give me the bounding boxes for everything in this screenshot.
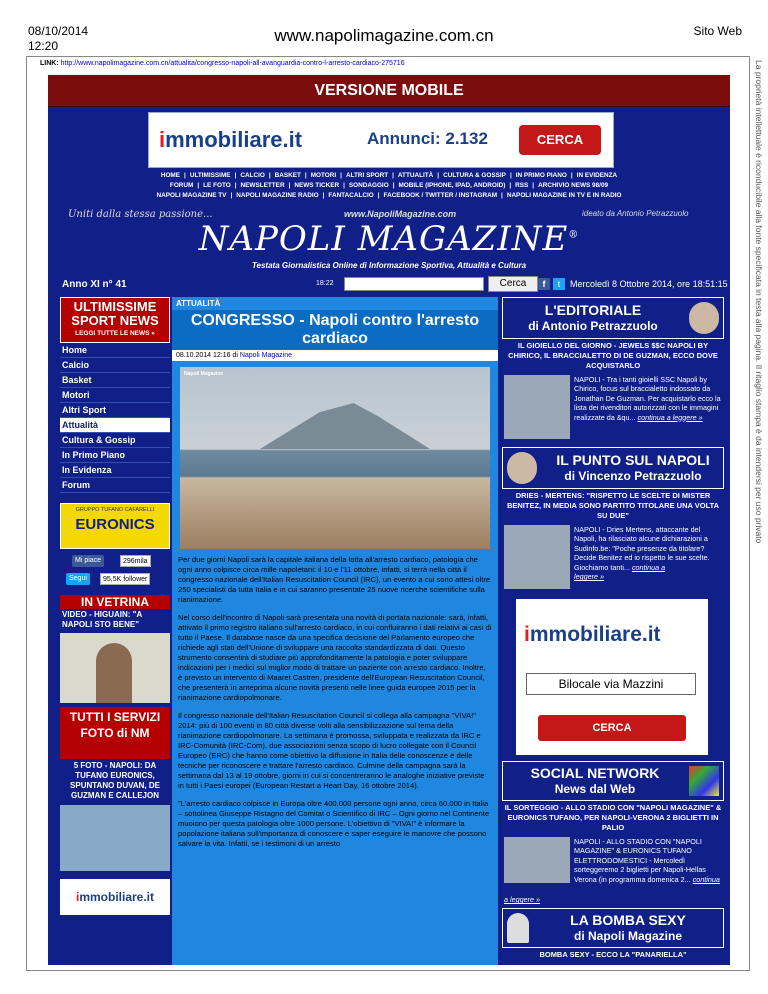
menu-item[interactable]: Basket (60, 373, 170, 388)
info-bar (48, 275, 730, 295)
masthead-title[interactable]: NAPOLI MAGAZINE® (198, 219, 580, 259)
nav-separator: | (532, 182, 535, 189)
nav-item[interactable]: FACEBOOK / TWITTER / INSTAGRAM (383, 192, 498, 199)
social-title: SOCIAL NETWORK (530, 765, 660, 781)
section-menu (60, 343, 170, 493)
nav-item[interactable]: NAPOLI MAGAZINE TV (156, 192, 227, 199)
social-item[interactable] (502, 837, 724, 895)
punto-read-more[interactable]: continua a (631, 562, 666, 572)
menu-item[interactable]: In Evidenza (60, 463, 170, 478)
nav-item[interactable]: ALTRI SPORT (345, 172, 389, 179)
ad-cerca-button[interactable]: CERCA (519, 125, 601, 155)
menu-item[interactable]: Altri Sport (60, 403, 170, 418)
right-sidebar (502, 297, 724, 965)
euronics-banner[interactable] (60, 503, 170, 549)
punto-title: IL PUNTO SUL NAPOLI (556, 452, 710, 468)
nav-separator: | (304, 172, 307, 179)
nav-item[interactable]: CALCIO (240, 172, 265, 179)
nav-item[interactable]: IN PRIMO PIANO (515, 172, 567, 179)
issue-number: Anno XI n° 41 (62, 279, 127, 290)
social-read-more-2[interactable]: a leggere » (504, 895, 540, 904)
left-immobiliare-ad[interactable]: immobiliare.it (60, 879, 170, 915)
bomba-byline: di Napoli Magazine (573, 929, 682, 944)
editoriale-read-more[interactable]: continua a leggere » (637, 412, 703, 422)
nav-separator: | (343, 182, 345, 189)
fb-like-count: 296mila (120, 555, 151, 567)
nav-separator: | (234, 172, 237, 179)
author-avatar (507, 452, 537, 484)
print-header (0, 0, 768, 58)
menu-item[interactable]: In Primo Piano (60, 448, 170, 463)
slogan: Uniti dalla stessa passione... (68, 209, 213, 220)
article-author-link[interactable]: Napoli Magazine (239, 352, 292, 359)
print-date: 08/10/2014 (28, 24, 89, 38)
ultimissime-link[interactable]: LEGGI TUTTE LE NEWS » (75, 330, 155, 337)
nav-item[interactable]: NAPOLI MAGAZINE RADIO (236, 192, 319, 199)
bomba-header[interactable] (502, 908, 724, 948)
nav-item[interactable]: BASKET (274, 172, 301, 179)
link-label: LINK: (40, 60, 59, 67)
nav-row-2 (48, 182, 730, 189)
nav-item[interactable]: NAPOLI MAGAZINE IN TV E IN RADIO (506, 192, 622, 199)
mobile-version-bar[interactable]: VERSIONE MOBILE (48, 75, 730, 107)
nav-item[interactable]: ULTIMISSIME (189, 172, 231, 179)
ad-listing-box: Bilocale via Mazzini (526, 673, 696, 695)
punto-text: NAPOLI - Dries Mertens, attaccante del Napoli, ha rilasciato alcune dichiarazioni a Sudinfo.be: "Poche presenze da titolare? Decide Benitez ed io rispetto le sue scelte. Giochiamo tanti... continua a leggere » (574, 525, 710, 582)
menu-item[interactable]: Home (60, 343, 170, 358)
editoriale-byline: di Antonio Petrazzuolo (528, 319, 658, 333)
menu-item[interactable]: Forum (60, 478, 170, 493)
website-screenshot (48, 75, 730, 965)
vetrina-text[interactable]: VIDEO - HIGUAIN: "A NAPOLI STO BENE" (62, 610, 142, 629)
editoriale-item[interactable] (502, 375, 724, 441)
punto-image (504, 525, 570, 589)
masthead-subtitle: Testata Giornalistica Online di Informazione Sportiva, Attualità e Cultura (251, 261, 527, 270)
social-text: NAPOLI - ALLO STADIO CON "NAPOLI MAGAZINE" & EURONICS TUFANO ELETTRODOMESTICI - Mercoledì sorteggeremo 2 biglietti per Napoli-Hellas Verona (in programma domenica 2... continua (574, 837, 720, 884)
nav-separator: | (288, 182, 291, 189)
masthead-site: www.NapoliMagazine.com (344, 209, 457, 219)
tw-follow-row (60, 573, 170, 591)
social-headline[interactable]: IL SORTEGGIO - ALLO STADIO CON "NAPOLI MAGAZINE" & EURONICS TUFANO, PER NAPOLI-VERONA 2 BIGLIETTI IN PALIO (504, 803, 722, 832)
nav-item[interactable]: NEWS TICKER (294, 182, 340, 189)
editoriale-header[interactable] (502, 297, 724, 339)
nav-separator: | (392, 182, 395, 189)
article-paragraph: Nel corso dell'incontro di Napoli sarà presentata una novità di portata nazionale: sarà, infatti, attivato il primo registro italiano sull'arresto cardiaco, in cui confluiranno i dati relativi ai casi di tutto il Paese. Il database nasce da una specifica decisione del Parlamento europeo che richiede agli stati dell'Unione di sviluppare una raccolta standardizzata di dati. Questo strumento consentirà di studiare più approfonditamente la patologia e poter sviluppare indicazioni per i medici sul miglior modo di trattare un paziente con arresto cardiaco. Inoltre, è previsto un intervento di Maaret Castren, presidente dell'European Resuscitation Council, che presenterà in anteprima alcune novità presenti nelle linee guida europee 2015 per la rianimazione cardiopolmonare. (178, 613, 492, 702)
tutti-servizi-image[interactable] (60, 805, 170, 871)
euronics-group: GRUPPO TUFANO CAFARELLI (75, 507, 155, 513)
nav-separator: | (377, 192, 380, 199)
punto-item[interactable] (502, 525, 724, 593)
nav-separator: | (509, 182, 512, 189)
article-body (172, 551, 498, 849)
article-paragraph: Il congresso nazionale dell'Italian Resuscitation Council si collega alla campagna "VIVA!" 2014: più di 100 eventi in 80 città diverse volti alla sensibilizzazione sul tema della rianimazione cardiopolmonare. La settimana è promossa, sviluppata e realizzata da IRC e IRC-Comunità (IRC-Com), due associazioni senza scopo di lucro collegate con il Council Europeo (ERC) che hanno come obiettivo la diffusione in Italia delle conoscenze e delle tecniche per riconoscere e trattare l'arresto cardiaco. Culmine della campagna sarà la settimana dal 13 al 19 ottobre, giorni in cui si concentreranno le analoghe iniziative previste in tutti i Paesi europei (European Restart a Heart Day, 16 ottobre 2014). (178, 711, 485, 790)
article-date: 08.10.2014 12:16 di (176, 352, 238, 359)
nav-separator: | (437, 172, 440, 179)
person-figure (96, 643, 132, 703)
tw-follow-count: 95,5K follower (100, 573, 150, 585)
nav-item[interactable]: IN EVIDENZA (576, 172, 618, 179)
source-link[interactable]: http://www.napolimagazine.com.cn/attualita/congresso-napoli-all-avanguardia-contro-l-arresto-cardiaco-275716 (60, 60, 405, 67)
social-image (504, 837, 570, 883)
editoriale-headline[interactable]: IL GIOIELLO DEL GIORNO - JEWELS $$C NAPOLI BY CHIRICO, IL BRACCIALETTO DI DE GUZMAN, ECCO DOVE ACQUISTARLO (508, 341, 718, 370)
silhouette-icon (507, 913, 529, 943)
menu-item[interactable]: Motori (60, 388, 170, 403)
nav-item[interactable]: ARCHIVIO NEWS 98/09 (538, 182, 609, 189)
nav-separator: | (234, 182, 237, 189)
nav-item[interactable]: LE FOTO (203, 182, 231, 189)
nav-separator: | (268, 172, 271, 179)
nav-item[interactable]: NEWSLETTER (240, 182, 285, 189)
masthead (48, 203, 730, 273)
source-link-line (40, 60, 405, 67)
article-paragraph: Per due giorni Napoli sarà la capitale italiana della lotta all'arresto cardiaco, patologia che ogni anno colpisce circa mille napoletani: il 10 e l'11 ottobre, infatti, si terrà nella città il congresso nazionale dell'Italian Resuscitation Council (IRC), un evento a cui sono attesi oltre 250 specialisti da tutta Italia e in cui saranno presentate 25 nuove ricerche scientifiche sulla rianimazione. (178, 555, 491, 604)
search-button[interactable]: Cerca (488, 276, 538, 292)
punto-header[interactable] (502, 447, 724, 489)
nav-item[interactable]: MOBILE (IPHONE, IPAD, ANDROID) (398, 182, 506, 189)
social-cube-icon (689, 766, 719, 796)
nav-row-1 (48, 172, 730, 179)
annunci-count: Annunci: 2.132 (367, 129, 488, 148)
print-time: 12:20 (28, 39, 59, 53)
tutti-servizi-title[interactable]: TUTTI I SERVIZI FOTO di NM (60, 707, 170, 759)
nav-item[interactable]: FORUM (169, 182, 194, 189)
nav-item[interactable]: MOTORI (310, 172, 337, 179)
watermark-text: La proprietà intellettuale è riconducibile alla fonte specificata in testa alla pagina. Il ritaglio stampa è da intendersi per uso privato (754, 60, 764, 544)
punto-headline[interactable]: DRIES - MERTENS: "RISPETTO LE SCELTE DI MISTER BENITEZ, IN MEDIA SONO PARTITO TITOLARE UNA VOLTA SU DUE" (506, 491, 720, 520)
editoriale-image (504, 375, 570, 439)
bomba-headline[interactable]: BOMBA SEXY - ECCO LA "PANARIELLA" (539, 950, 687, 960)
print-source-label: Sito Web (693, 24, 742, 38)
menu-item[interactable]: Calcio (60, 358, 170, 373)
punto-byline: di Vincenzo Petrazzuolo (564, 469, 702, 483)
immobiliare-logo: immobiliare.it (159, 127, 303, 152)
nav-item[interactable]: FANTACALCIO (328, 192, 374, 199)
nav-row-3 (48, 192, 730, 199)
nav-item[interactable]: HOME (160, 172, 181, 179)
twitter-icon[interactable]: t (553, 278, 565, 290)
vesuvius-shape (260, 403, 430, 449)
punto-read-more-2[interactable]: leggere » (574, 572, 604, 582)
nav-separator: | (322, 192, 325, 199)
clock-time: 18:22 (316, 280, 334, 287)
photo-caption: Napoli Magazine (184, 371, 224, 377)
tutti-servizi-text[interactable]: 5 FOTO - NAPOLI: DA TUFANO EURONICS, SPUNTANO DUVAN, DE GUZMAN E CALLEJON (70, 761, 160, 800)
article-paragraph: "L'arresto cardiaco colpisce in Europa oltre 400.000 persone ogni anno, circa 60.000 in Italia – sottolinea Giuseppe Ristagno del Comitat o Scientifico di IRC – Ogni giorno nel Continente muoiono per questa patologia oltre 1000 persone. L'obiettivo di "VIVA!" è informare la popolazione italiana sull'importanza di conoscere e saper eseguire le manovre che possono salvare la vita. Infatti, se i testimoni di un arresto (178, 799, 490, 848)
nav-separator: | (340, 172, 342, 179)
nav-separator: | (392, 172, 394, 179)
article-section[interactable]: ATTUALITÀ (176, 299, 221, 308)
top-banner-ad[interactable] (148, 112, 614, 168)
print-site-title: www.napolimagazine.com.cn (274, 26, 494, 45)
ultimissime-box[interactable] (60, 297, 170, 343)
nav-separator: | (501, 192, 503, 199)
article-meta (172, 350, 498, 361)
menu-item[interactable]: Attualità (60, 418, 170, 433)
nav-item[interactable]: RSS (515, 182, 529, 189)
search-input[interactable] (344, 277, 484, 291)
editoriale-title: L'EDITORIALE (544, 302, 642, 318)
bomba-title: LA BOMBA SEXY (570, 912, 686, 929)
nav-item[interactable]: CULTURA & GOSSIP (443, 172, 506, 179)
fb-like-row (60, 555, 170, 573)
nav-item[interactable]: ATTUALITÀ (397, 172, 434, 179)
facebook-icon[interactable]: f (538, 278, 550, 290)
nav-separator: | (184, 172, 186, 179)
copyright-watermark (753, 60, 765, 600)
ad-cerca-button[interactable]: CERCA (538, 715, 686, 741)
tw-follow-button[interactable]: Segui (66, 573, 90, 585)
vetrina-image[interactable] (60, 633, 170, 703)
right-immobiliare-ad[interactable] (516, 599, 708, 755)
nav-separator: | (509, 172, 512, 179)
menu-item[interactable]: Cultura & Gossip (60, 433, 170, 448)
social-read-more[interactable]: continua (692, 874, 720, 884)
vetrina-title[interactable]: IN VETRINA (60, 595, 170, 609)
current-datetime: Mercoledì 8 Ottobre 2014, ore 18:51:15 (570, 279, 728, 289)
article-photo (180, 367, 490, 549)
article (172, 297, 498, 965)
euronics-logo: EURONICS (75, 516, 155, 533)
article-headline: CONGRESSO - Napoli contro l'arresto cardiaco (172, 310, 498, 350)
editoriale-text: NAPOLI - Tra i tanti gioielli SSC Napoli by Chirico, focus sul braccialetto indossato da Jonathan De Guzman. Per acquistarlo ecco la lista dei rivenditori autorizzati con le immagini realizzate da &qu... continua a leggere » (574, 375, 721, 422)
social-subtitle: News dal Web (554, 782, 636, 796)
ultimissime-title: ULTIMISSIME SPORT NEWS (71, 299, 159, 328)
social-header[interactable] (502, 761, 724, 801)
immobiliare-logo: immobiliare.it (524, 623, 661, 646)
author-avatar (689, 302, 719, 334)
nav-separator: | (197, 182, 200, 189)
fb-like-button[interactable]: Mi piace (72, 555, 104, 567)
nav-separator: | (570, 172, 573, 179)
nav-separator: | (230, 192, 233, 199)
left-sidebar (60, 297, 170, 965)
nav-item[interactable]: SONDAGGIO (348, 182, 389, 189)
masthead-author: ideato da Antonio Petrazzuolo (582, 209, 689, 218)
